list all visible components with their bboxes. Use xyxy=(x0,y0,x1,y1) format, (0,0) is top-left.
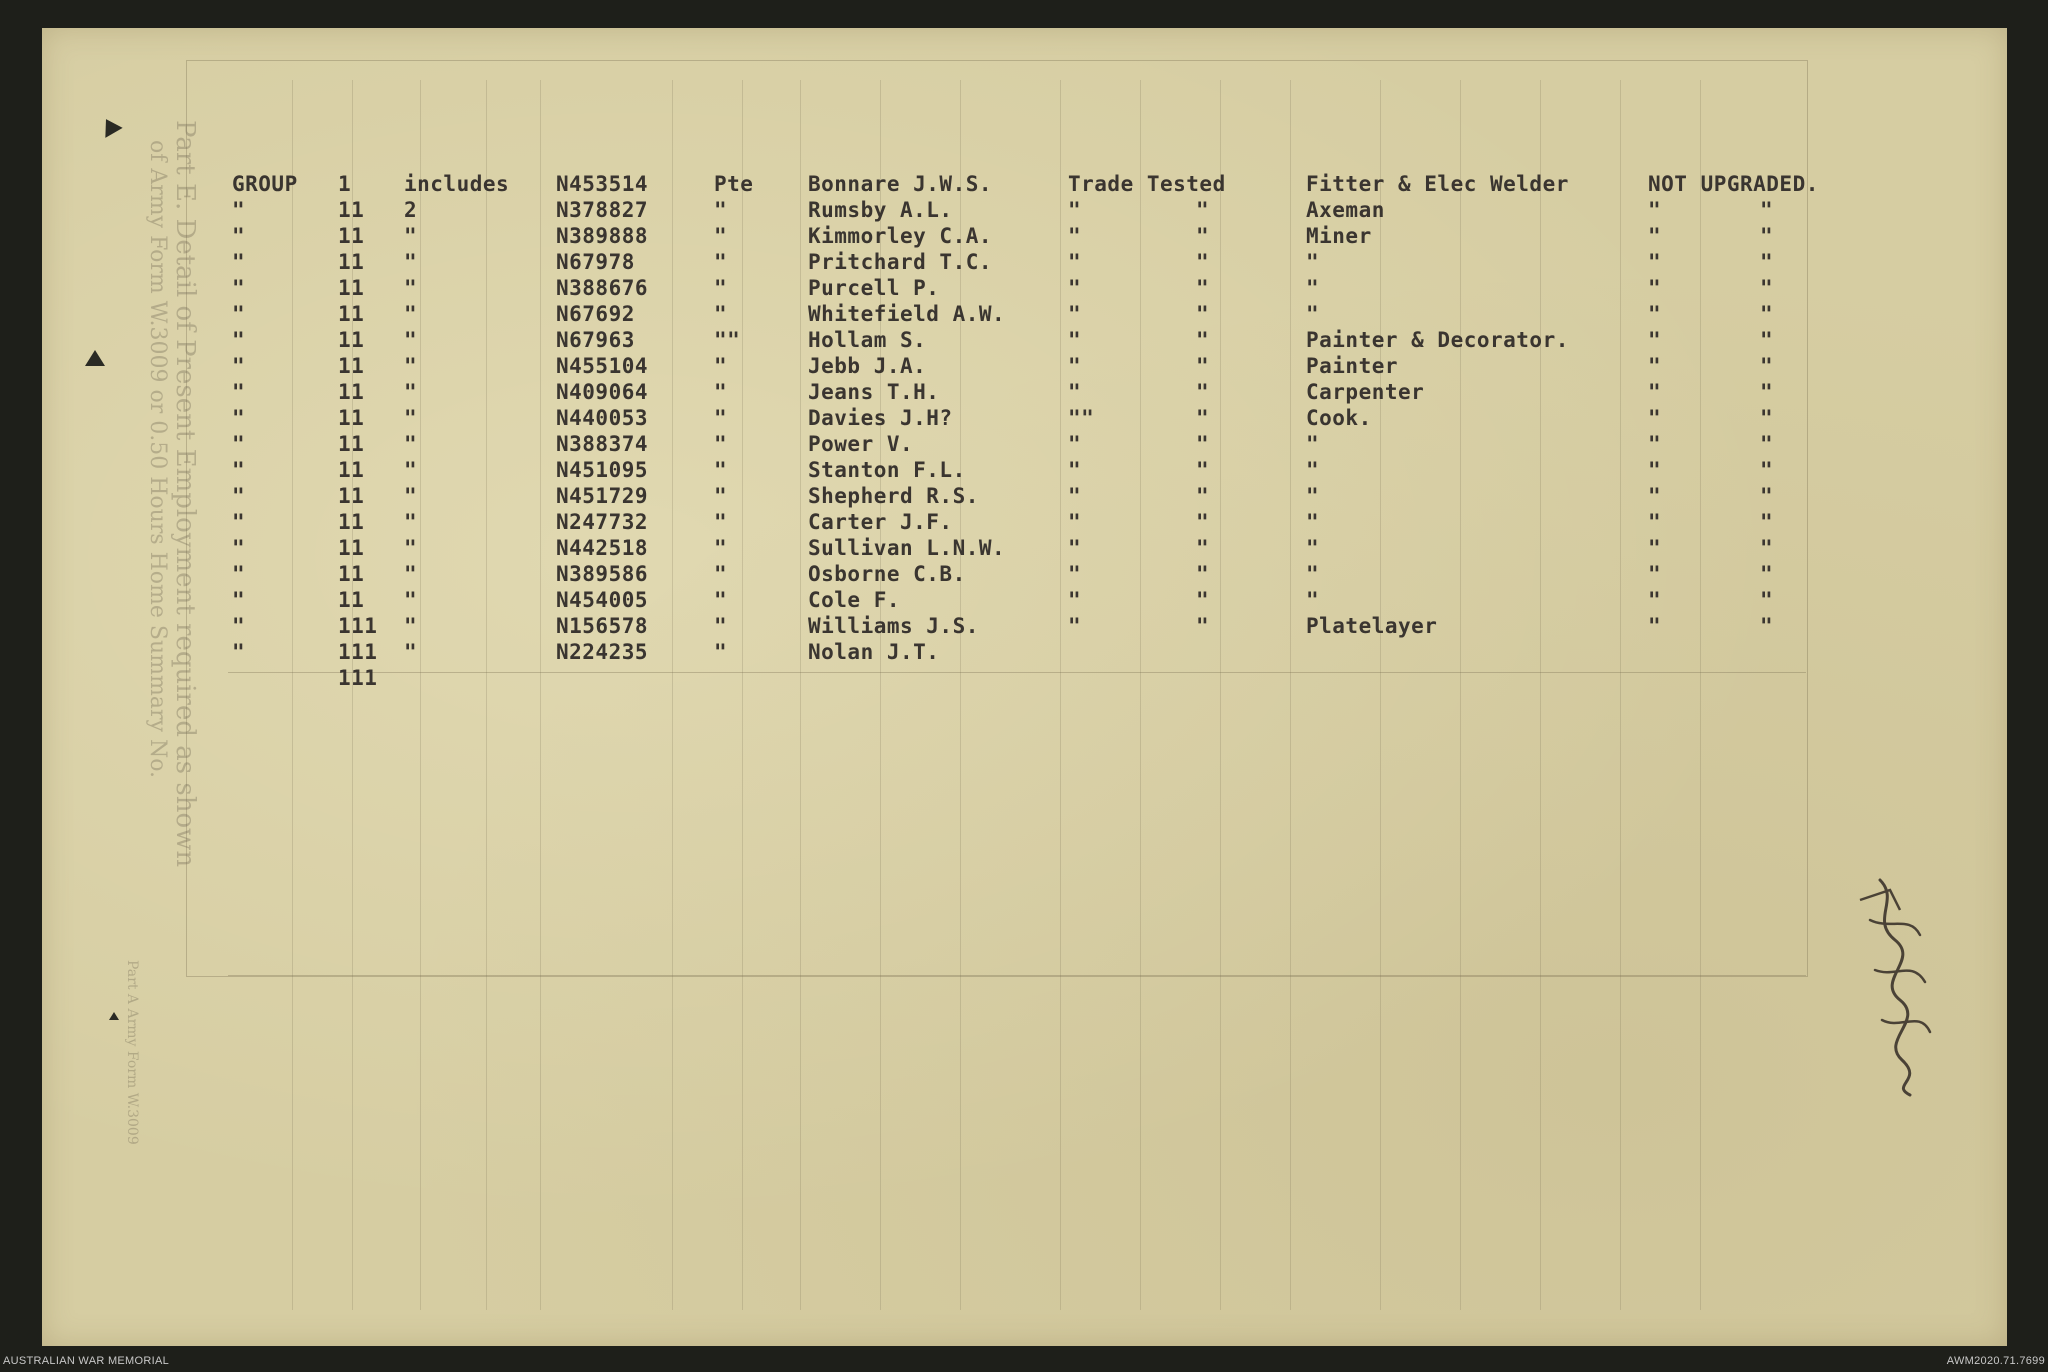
group-mark: " xyxy=(232,224,246,248)
group-mark: " xyxy=(232,640,246,664)
service-number: N67978 xyxy=(556,250,635,274)
upgraded-mark: " xyxy=(1648,198,1662,222)
trade-tested-mark: " xyxy=(1068,198,1082,222)
upgraded-mark: " xyxy=(1648,458,1662,482)
group-number: 111 xyxy=(338,640,378,664)
upgraded-mark: " xyxy=(1648,432,1662,456)
group-mark: " xyxy=(232,198,246,222)
upgraded-mark: " xyxy=(1648,328,1662,352)
trade: Fitter & Elec Welder xyxy=(1306,172,1569,196)
rank: " xyxy=(714,406,728,430)
group-number: 11 xyxy=(338,250,365,274)
upgraded-mark: " xyxy=(1760,328,1774,352)
group-mark: " xyxy=(232,458,246,482)
trade-tested-mark: "" xyxy=(1068,406,1095,430)
roster-row xyxy=(0,224,2048,250)
roster-row xyxy=(0,354,2048,380)
group-mark: " xyxy=(232,588,246,612)
includes-mark: " xyxy=(404,640,418,664)
upgraded-mark: " xyxy=(1760,536,1774,560)
upgraded-mark: " xyxy=(1648,562,1662,586)
upgraded-mark: " xyxy=(1760,614,1774,638)
group-mark: " xyxy=(232,354,246,378)
group-number: 1 xyxy=(338,172,352,196)
trade-tested-mark: " xyxy=(1196,328,1210,352)
group-number: 111 xyxy=(338,666,378,690)
upgraded-mark: " xyxy=(1760,510,1774,534)
rank: " xyxy=(714,380,728,404)
includes-mark: " xyxy=(404,484,418,508)
trade: " xyxy=(1306,458,1320,482)
upgraded-mark: " xyxy=(1648,484,1662,508)
rank: " xyxy=(714,562,728,586)
rank: " xyxy=(714,640,728,664)
upgraded-mark: " xyxy=(1648,536,1662,560)
soldier-name: Hollam S. xyxy=(808,328,927,352)
includes-mark: " xyxy=(404,562,418,586)
group-mark: " xyxy=(232,276,246,300)
group-mark: " xyxy=(232,432,246,456)
service-number: N388374 xyxy=(556,432,649,456)
includes-mark: " xyxy=(404,250,418,274)
includes-mark: " xyxy=(404,328,418,352)
includes-mark: " xyxy=(404,224,418,248)
soldier-name: Stanton F.L. xyxy=(808,458,966,482)
trade-tested-mark: " xyxy=(1196,354,1210,378)
group-mark: " xyxy=(232,328,246,352)
group-number: 11 xyxy=(338,302,365,326)
rank: " xyxy=(714,302,728,326)
roster-row xyxy=(0,536,2048,562)
roster-row xyxy=(0,484,2048,510)
roster-row xyxy=(0,562,2048,588)
trade-tested-mark: " xyxy=(1196,484,1210,508)
includes-mark: " xyxy=(404,458,418,482)
rank: " xyxy=(714,224,728,248)
trade: " xyxy=(1306,562,1320,586)
upgraded-mark: " xyxy=(1648,276,1662,300)
header-row xyxy=(0,172,2048,198)
service-number: N156578 xyxy=(556,614,649,638)
group-mark: " xyxy=(232,484,246,508)
soldier-name: Jeans T.H. xyxy=(808,380,940,404)
trade-tested-mark: " xyxy=(1196,250,1210,274)
upgraded-mark: " xyxy=(1648,588,1662,612)
rank: Pte xyxy=(714,172,754,196)
soldier-name: Shepherd R.S. xyxy=(808,484,979,508)
trade-tested-mark: " xyxy=(1196,276,1210,300)
roster-row xyxy=(0,302,2048,328)
soldier-name: Jebb J.A. xyxy=(808,354,927,378)
trade: " xyxy=(1306,432,1320,456)
roster-row xyxy=(0,666,2048,692)
rank: " xyxy=(714,250,728,274)
trade-tested-mark: " xyxy=(1068,380,1082,404)
roster-row xyxy=(0,432,2048,458)
trade: Painter xyxy=(1306,354,1399,378)
upgraded-mark: " xyxy=(1648,406,1662,430)
group-mark: " xyxy=(232,536,246,560)
rank: " xyxy=(714,198,728,222)
service-number: N451729 xyxy=(556,484,649,508)
soldier-name: Williams J.S. xyxy=(808,614,979,638)
upgraded-mark: " xyxy=(1760,458,1774,482)
reverse-side-text: Part A Army Form W.3009 xyxy=(124,960,140,1145)
rank: " xyxy=(714,614,728,638)
service-number: N440053 xyxy=(556,406,649,430)
includes-mark: " xyxy=(404,588,418,612)
trade: " xyxy=(1306,536,1320,560)
trade-tested-mark: " xyxy=(1068,458,1082,482)
trade: Carpenter xyxy=(1306,380,1425,404)
upgraded-mark: " xyxy=(1760,432,1774,456)
rank: " xyxy=(714,432,728,456)
service-number: N442518 xyxy=(556,536,649,560)
includes-mark: " xyxy=(404,510,418,534)
trade-tested-mark: " xyxy=(1068,536,1082,560)
upgraded-mark: " xyxy=(1760,484,1774,508)
group-number: 11 xyxy=(338,432,365,456)
upgraded-status: NOT UPGRADED. xyxy=(1648,172,1819,196)
trade-tested-mark: " xyxy=(1196,224,1210,248)
trade: Platelayer xyxy=(1306,614,1438,638)
trade-tested-mark: " xyxy=(1068,588,1082,612)
trade: Cook. xyxy=(1306,406,1372,430)
rank: " xyxy=(714,484,728,508)
service-number: N389586 xyxy=(556,562,649,586)
includes-label: includes xyxy=(404,172,510,196)
includes-mark: " xyxy=(404,406,418,430)
group-number: 11 xyxy=(338,354,365,378)
group-number: 11 xyxy=(338,510,365,534)
scan-border-top xyxy=(0,0,2048,28)
group-number: 11 xyxy=(338,562,365,586)
trade-tested-mark: " xyxy=(1068,328,1082,352)
roster-row xyxy=(0,250,2048,276)
roster-row xyxy=(0,328,2048,354)
soldier-name: Power V. xyxy=(808,432,914,456)
trade: Axeman xyxy=(1306,198,1385,222)
rank: " xyxy=(714,510,728,534)
trade: " xyxy=(1306,250,1320,274)
roster-row xyxy=(0,640,2048,666)
trade-tested-mark: " xyxy=(1068,224,1082,248)
soldier-name: Whitefield A.W. xyxy=(808,302,1006,326)
scan-border-bottom xyxy=(0,1346,2048,1372)
trade-tested-mark: " xyxy=(1196,432,1210,456)
group-label: GROUP xyxy=(232,172,298,196)
upgraded-mark: " xyxy=(1760,198,1774,222)
rank: " xyxy=(714,536,728,560)
upgraded-mark: " xyxy=(1760,562,1774,586)
upgraded-mark: " xyxy=(1648,510,1662,534)
trade-tested-mark: " xyxy=(1196,510,1210,534)
roster-row xyxy=(0,198,2048,224)
includes-mark: " xyxy=(404,302,418,326)
trade-tested-mark: " xyxy=(1068,276,1082,300)
roster-row xyxy=(0,588,2048,614)
includes-mark: " xyxy=(404,380,418,404)
group-mark: " xyxy=(232,250,246,274)
service-number: N455104 xyxy=(556,354,649,378)
service-number: N224235 xyxy=(556,640,649,664)
group-number: 11 xyxy=(338,484,365,508)
upgraded-mark: " xyxy=(1648,224,1662,248)
trade-tested-mark: " xyxy=(1196,380,1210,404)
service-number: N389888 xyxy=(556,224,649,248)
trade-tested-mark: " xyxy=(1196,588,1210,612)
group-mark: " xyxy=(232,302,246,326)
service-number: N388676 xyxy=(556,276,649,300)
trade-tested-mark: " xyxy=(1196,198,1210,222)
service-number: N454005 xyxy=(556,588,649,612)
includes-mark: " xyxy=(404,276,418,300)
upgraded-mark: " xyxy=(1648,380,1662,404)
upgraded-mark: " xyxy=(1648,354,1662,378)
service-number: N67963 xyxy=(556,328,635,352)
upgraded-mark: " xyxy=(1760,250,1774,274)
group-number: 11 xyxy=(338,276,365,300)
roster-row xyxy=(0,458,2048,484)
upgraded-mark: " xyxy=(1648,614,1662,638)
roster-row xyxy=(0,276,2048,302)
trade: " xyxy=(1306,484,1320,508)
trade-tested-mark: " xyxy=(1068,432,1082,456)
group-number: 11 xyxy=(338,406,365,430)
soldier-name: Kimmorley C.A. xyxy=(808,224,993,248)
soldier-name: Osborne C.B. xyxy=(808,562,966,586)
includes-mark: 2 xyxy=(404,198,418,222)
group-mark: " xyxy=(232,510,246,534)
trade-tested-mark: " xyxy=(1068,510,1082,534)
trade: " xyxy=(1306,588,1320,612)
trade-tested-mark: " xyxy=(1196,406,1210,430)
upgraded-mark: " xyxy=(1760,224,1774,248)
upgraded-mark: " xyxy=(1760,302,1774,326)
trade: " xyxy=(1306,302,1320,326)
upgraded-mark: " xyxy=(1760,406,1774,430)
upgraded-mark: " xyxy=(1760,380,1774,404)
group-number: 11 xyxy=(338,224,365,248)
roster-row xyxy=(0,510,2048,536)
rank: " xyxy=(714,276,728,300)
soldier-name: Rumsby A.L. xyxy=(808,198,953,222)
trade-tested-label: Trade Tested xyxy=(1068,172,1226,196)
soldier-name: Cole F. xyxy=(808,588,901,612)
group-mark: " xyxy=(232,562,246,586)
reverse-side-text: Part E. Detail of Present Employment required as shown xyxy=(170,120,200,868)
soldier-name: Nolan J.T. xyxy=(808,640,940,664)
roster-row xyxy=(0,614,2048,640)
trade-tested-mark: " xyxy=(1196,302,1210,326)
group-number: 11 xyxy=(338,328,365,352)
group-number: 11 xyxy=(338,198,365,222)
group-number: 111 xyxy=(338,614,378,638)
soldier-name: Pritchard T.C. xyxy=(808,250,993,274)
trade-tested-mark: " xyxy=(1068,250,1082,274)
group-number: 11 xyxy=(338,588,365,612)
group-number: 11 xyxy=(338,536,365,560)
trade: " xyxy=(1306,276,1320,300)
service-number: N453514 xyxy=(556,172,649,196)
upgraded-mark: " xyxy=(1760,354,1774,378)
service-number: N247732 xyxy=(556,510,649,534)
trade: " xyxy=(1306,510,1320,534)
trade-tested-mark: " xyxy=(1068,354,1082,378)
trade: Painter & Decorator. xyxy=(1306,328,1569,352)
trade-tested-mark: " xyxy=(1196,562,1210,586)
soldier-name: Purcell P. xyxy=(808,276,940,300)
upgraded-mark: " xyxy=(1648,302,1662,326)
soldier-name: Davies J.H? xyxy=(808,406,953,430)
rank: " xyxy=(714,354,728,378)
rank: " xyxy=(714,588,728,612)
punch-hole xyxy=(109,1012,119,1020)
service-number: N451095 xyxy=(556,458,649,482)
trade-tested-mark: " xyxy=(1068,302,1082,326)
upgraded-mark: " xyxy=(1648,250,1662,274)
includes-mark: " xyxy=(404,354,418,378)
roster-row xyxy=(0,380,2048,406)
service-number: N409064 xyxy=(556,380,649,404)
roster-row xyxy=(0,406,2048,432)
footer-institution: AUSTRALIAN WAR MEMORIAL xyxy=(3,1355,170,1367)
includes-mark: " xyxy=(404,614,418,638)
soldier-name: Sullivan L.N.W. xyxy=(808,536,1006,560)
includes-mark: " xyxy=(404,432,418,456)
trade-tested-mark: " xyxy=(1068,562,1082,586)
group-mark: " xyxy=(232,614,246,638)
soldier-name: Carter J.F. xyxy=(808,510,953,534)
upgraded-mark: " xyxy=(1760,276,1774,300)
soldier-name: Bonnare J.W.S. xyxy=(808,172,993,196)
group-mark: " xyxy=(232,380,246,404)
footer-accession: AWM2020.71.7699 xyxy=(1946,1355,2045,1367)
trade-tested-mark: " xyxy=(1068,614,1082,638)
upgraded-mark: " xyxy=(1760,588,1774,612)
trade-tested-mark: " xyxy=(1196,536,1210,560)
trade-tested-mark: " xyxy=(1196,614,1210,638)
service-number: N378827 xyxy=(556,198,649,222)
handwritten-signature xyxy=(1840,860,1970,1100)
group-mark: " xyxy=(232,406,246,430)
rank: " xyxy=(714,458,728,482)
rank: "" xyxy=(714,328,741,352)
trade: Miner xyxy=(1306,224,1372,248)
form-divider-lower xyxy=(228,975,1806,976)
trade-tested-mark: " xyxy=(1196,458,1210,482)
group-number: 11 xyxy=(338,458,365,482)
service-number: N67692 xyxy=(556,302,635,326)
trade-tested-mark: " xyxy=(1068,484,1082,508)
includes-mark: " xyxy=(404,536,418,560)
reverse-side-text: of Army Form W.3009 or 0.50 Hours Home Summary No. xyxy=(145,140,170,779)
group-number: 11 xyxy=(338,380,365,404)
